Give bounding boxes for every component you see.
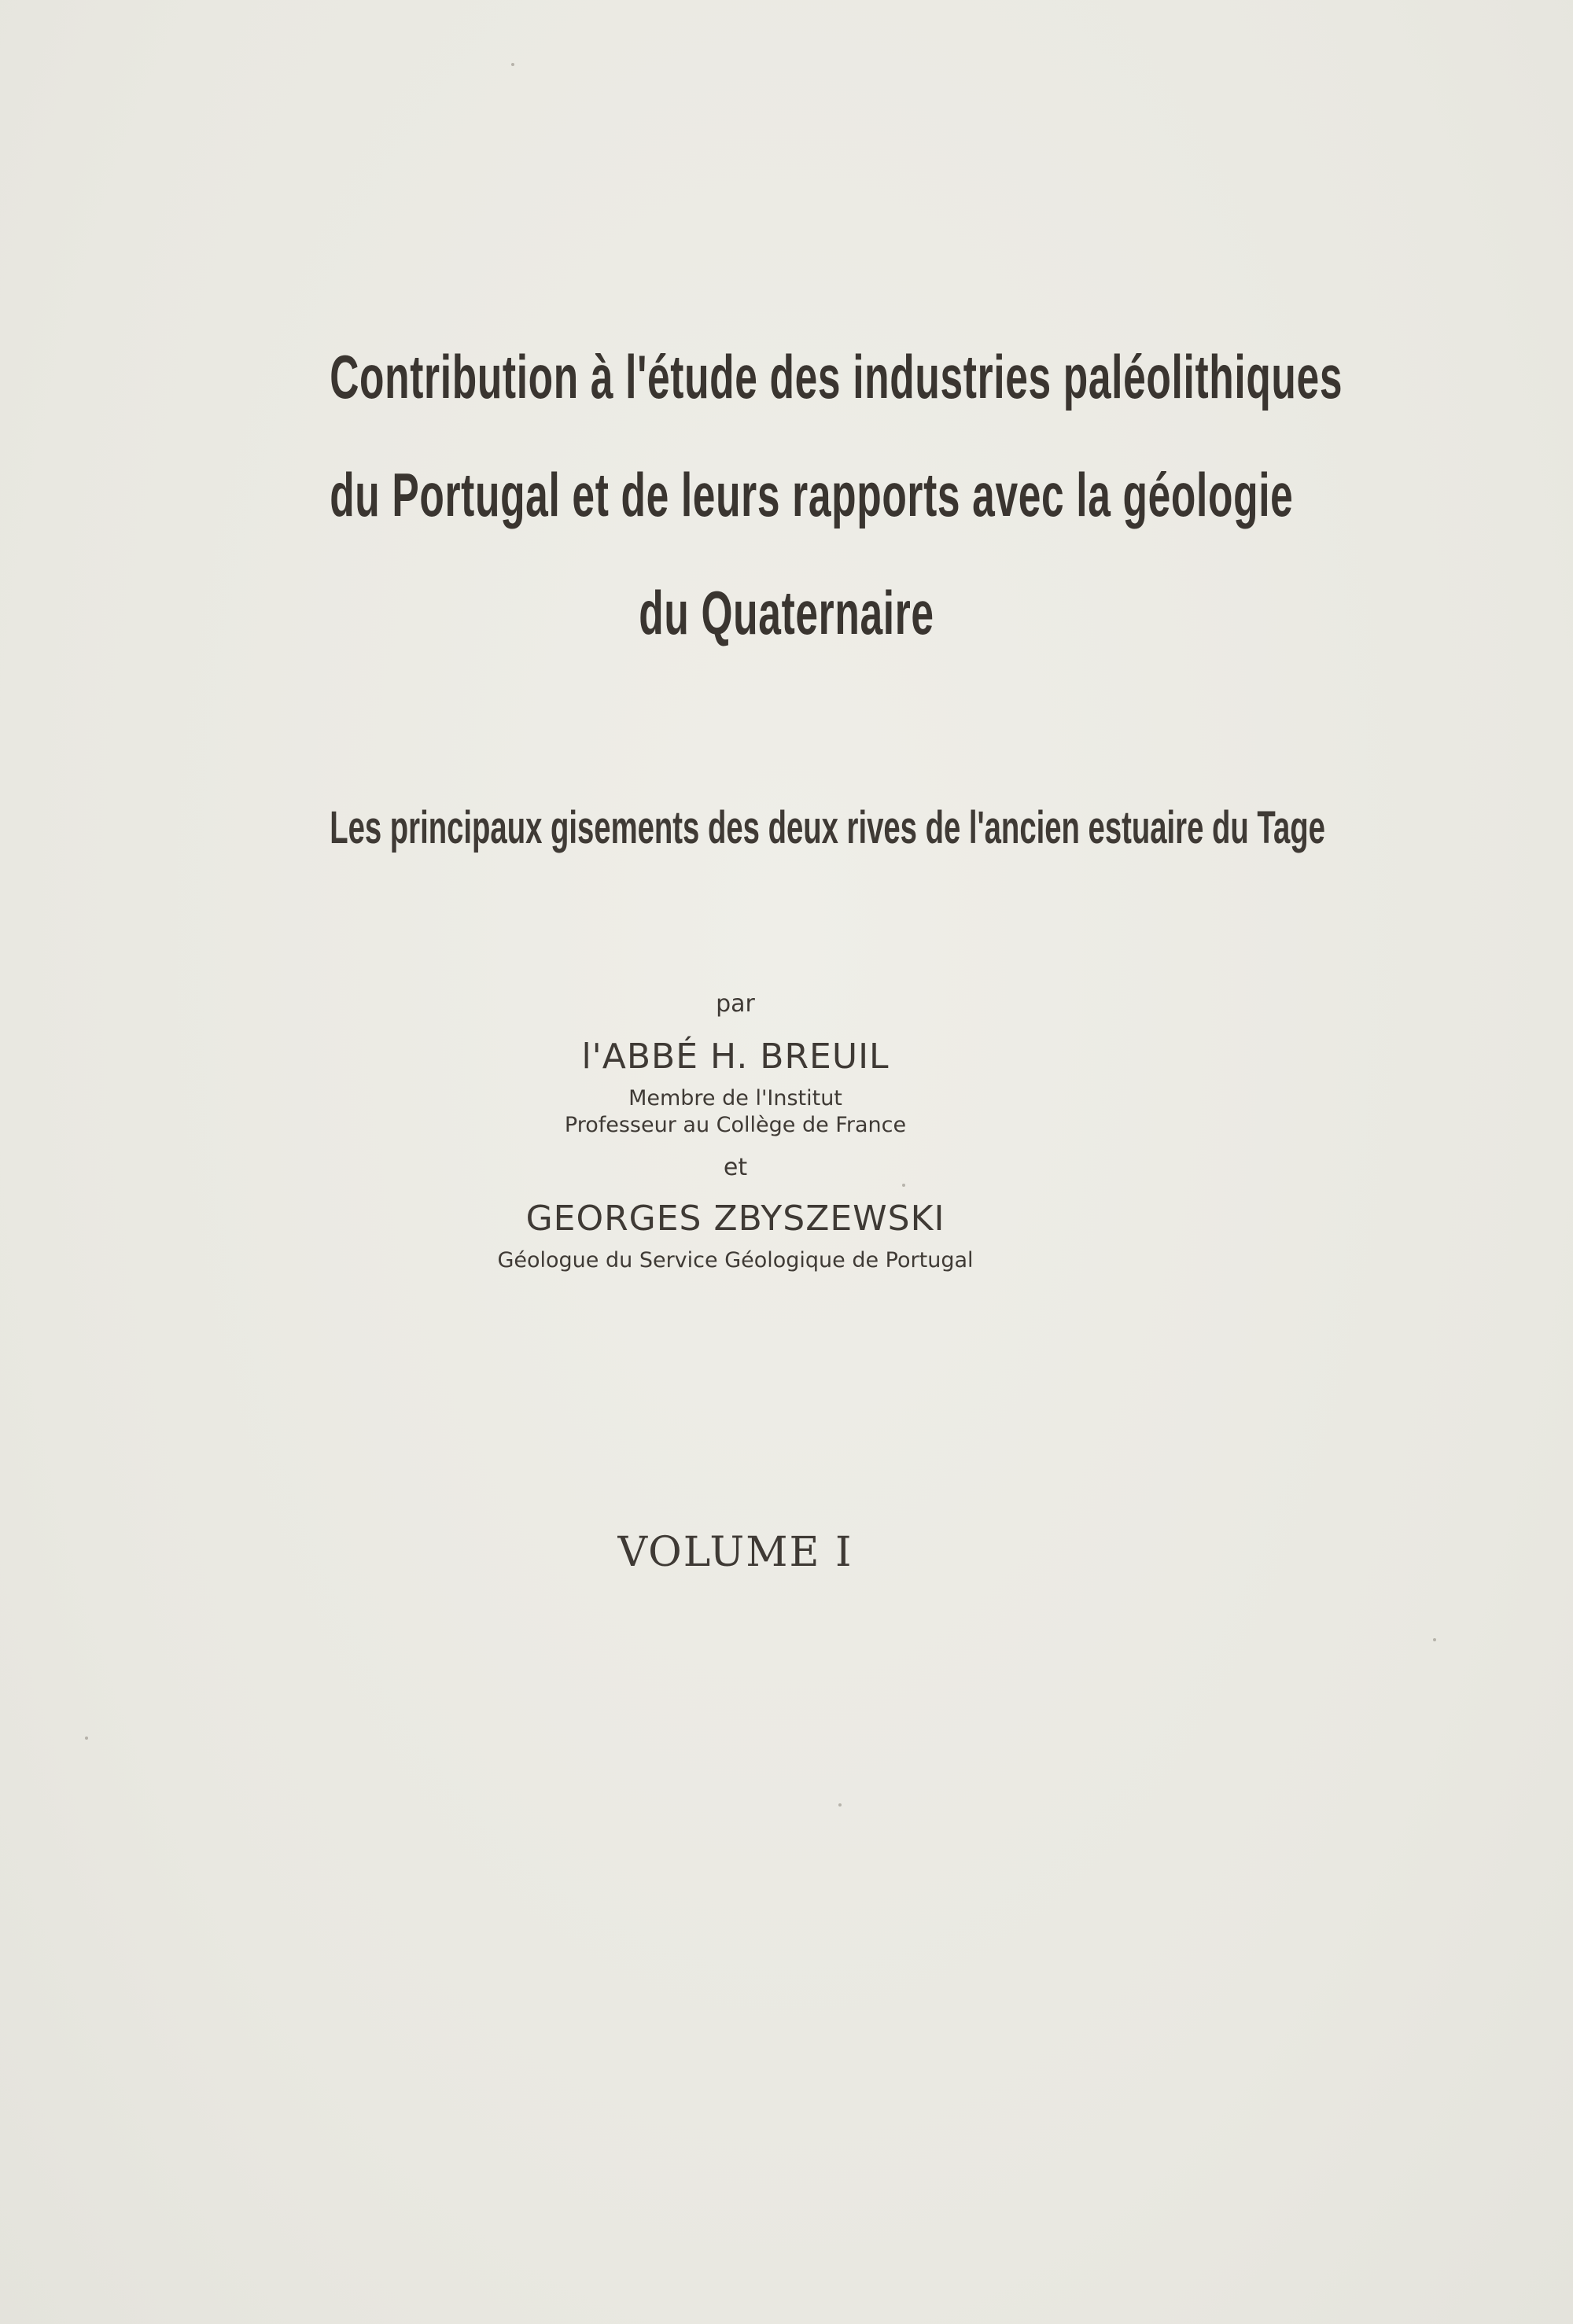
by-label: par <box>716 990 755 1018</box>
paper-speck <box>511 63 514 66</box>
title-line-1: Contribution à l'étude des industries paléolithiques <box>330 342 1343 411</box>
paper-speck <box>1433 1638 1436 1641</box>
title-line-2: du Portugal et de leurs rapports avec la géologie <box>330 460 1294 529</box>
paper-speck <box>838 1803 842 1807</box>
author-1-name: l'ABBÉ H. BREUIL <box>581 1037 890 1077</box>
author-1-affiliation-2: Professeur au Collège de France <box>564 1112 907 1137</box>
author-2-name: GEORGES ZBYSZEWSKI <box>525 1198 945 1239</box>
conjunction: et <box>723 1153 748 1181</box>
author-1-affiliation-1: Membre de l'Institut <box>628 1086 842 1110</box>
title-line-3: du Quaternaire <box>639 578 934 647</box>
author-2-affiliation-1: Géologue du Service Géologique de Portugal <box>497 1247 974 1272</box>
volume-label: VOLUME I <box>617 1529 853 1576</box>
document-title <box>94 342 1479 647</box>
paper-speck <box>85 1737 88 1740</box>
author-credits <box>315 990 1156 1273</box>
document-subtitle: Les principaux gisements des deux rives de l'ancien estuaire du Tage <box>330 802 1325 853</box>
